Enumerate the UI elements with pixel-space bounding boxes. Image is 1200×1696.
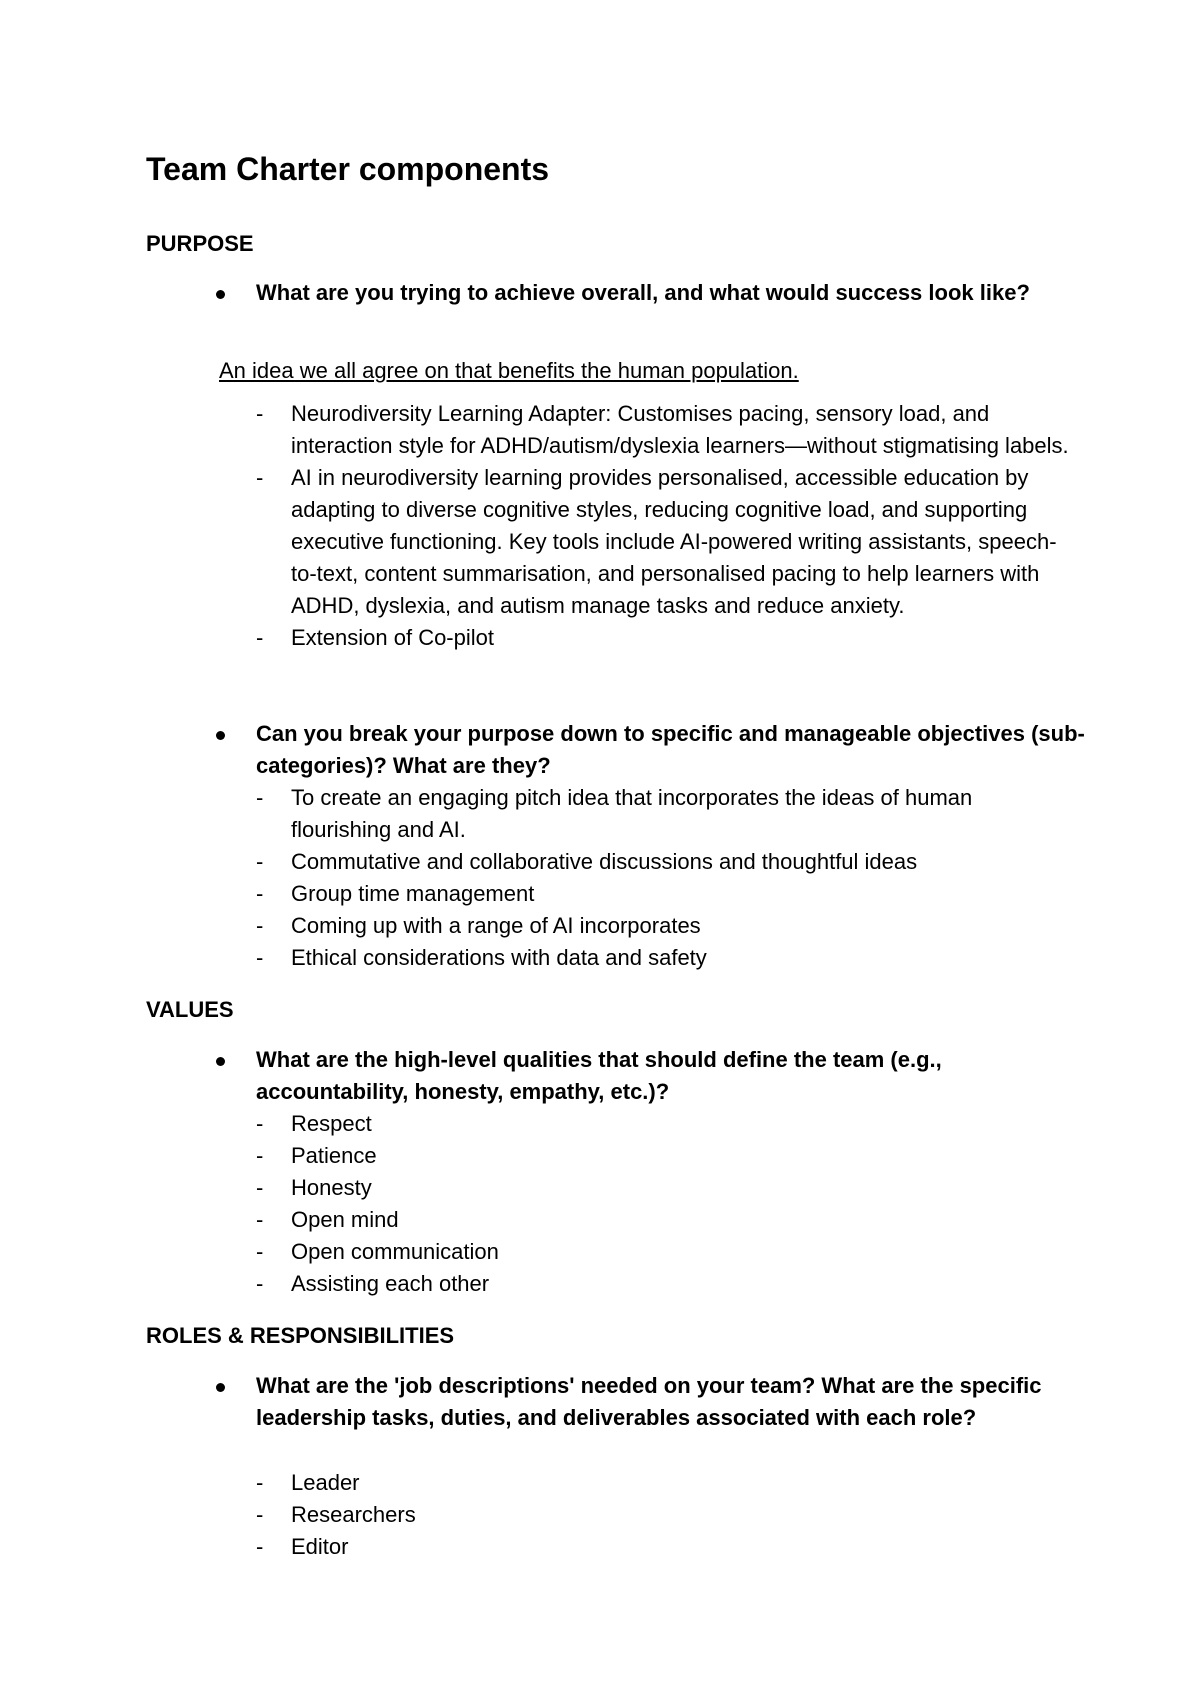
list-item <box>256 1467 1076 1499</box>
list-item-text: Honesty <box>291 1175 372 1200</box>
dash-icon: - <box>256 881 264 906</box>
dash-icon: - <box>256 1239 264 1264</box>
list-item <box>256 1236 1076 1268</box>
list-item-text: Assisting each other <box>291 1271 490 1296</box>
dash-icon: - <box>256 465 264 490</box>
dash-icon: - <box>256 401 264 426</box>
list-item-text: Group time management <box>291 881 535 906</box>
purpose-q1-list <box>256 398 1076 654</box>
list-item <box>256 1108 1076 1140</box>
list-item-text: Ethical considerations with data and safety <box>291 945 707 970</box>
question-text: What are the high-level qualities that should define the team (e.g., accountability, honesty, empathy, etc.)? <box>256 1047 942 1104</box>
question-text: What are the 'job descriptions' needed on your team? What are the specific leadership tasks, duties, and deliverables associated with each role? <box>256 1373 1042 1430</box>
list-item-text: Neurodiversity Learning Adapter: Customises pacing, sensory load, and interaction style for ADHD/autism/dyslexia learners—without stigmatising labels. <box>291 401 1069 458</box>
dash-icon: - <box>256 785 264 810</box>
dash-icon: - <box>256 1143 264 1168</box>
list-item <box>256 1499 1076 1531</box>
list-item <box>256 846 1076 878</box>
list-item <box>256 622 1076 654</box>
bullet-icon <box>216 290 225 299</box>
list-item <box>256 1204 1076 1236</box>
list-item <box>256 1140 1076 1172</box>
question-text: Can you break your purpose down to specific and manageable objectives (sub-categories)? What are they? <box>256 721 1085 778</box>
list-item <box>256 782 1076 846</box>
page-title: Team Charter components <box>146 151 550 187</box>
roles-question-1 <box>219 1370 1089 1434</box>
list-item-text: Patience <box>291 1143 377 1168</box>
list-item <box>256 1172 1076 1204</box>
dash-icon: - <box>256 1271 264 1296</box>
dash-icon: - <box>256 849 264 874</box>
bullet-icon <box>216 1383 225 1392</box>
purpose-question-2 <box>219 718 1089 782</box>
list-item-text: Open communication <box>291 1239 499 1264</box>
purpose-q2-list <box>256 782 1076 974</box>
list-item-text: Commutative and collaborative discussions and thoughtful ideas <box>291 849 918 874</box>
roles-list <box>256 1467 1076 1563</box>
list-item <box>256 398 1076 462</box>
list-item <box>256 878 1076 910</box>
list-item <box>256 1268 1076 1300</box>
list-item-text: Open mind <box>291 1207 399 1232</box>
list-item-text: Researchers <box>291 1502 416 1527</box>
dash-icon: - <box>256 1470 264 1495</box>
list-item-text: Respect <box>291 1111 372 1136</box>
list-item <box>256 942 1076 974</box>
values-question-1 <box>219 1044 1089 1108</box>
list-item-text: Coming up with a range of AI incorporates <box>291 913 701 938</box>
dash-icon: - <box>256 1502 264 1527</box>
bullet-icon <box>216 1057 225 1066</box>
list-item-text: Extension of Co-pilot <box>291 625 494 650</box>
question-text: What are you trying to achieve overall, and what would success look like? <box>256 280 1030 305</box>
dash-icon: - <box>256 1111 264 1136</box>
dash-icon: - <box>256 913 264 938</box>
bullet-icon <box>216 731 225 740</box>
dash-icon: - <box>256 625 264 650</box>
purpose-question-1 <box>219 277 1089 309</box>
list-item-text: AI in neurodiversity learning provides personalised, accessible education by adapting to diverse cognitive styles, reducing cognitive load, and supporting executive functioning. Key tools include AI-powered writing assistants, speech-to-text, content summarisation, and personalised pacing to help learners with ADHD, dyslexia, and autism manage tasks and reduce anxiety. <box>291 465 1057 618</box>
dash-icon: - <box>256 1534 264 1559</box>
dash-icon: - <box>256 945 264 970</box>
purpose-answer: An idea we all agree on that benefits the human population. <box>219 358 799 383</box>
list-item-text: Editor <box>291 1534 349 1559</box>
list-item <box>256 910 1076 942</box>
list-item <box>256 1531 1076 1563</box>
values-list <box>256 1108 1076 1300</box>
list-item-text: To create an engaging pitch idea that incorporates the ideas of human flourishing and AI. <box>291 785 973 842</box>
section-heading-roles: ROLES & RESPONSIBILITIES <box>146 1323 455 1348</box>
list-item-text: Leader <box>291 1470 360 1495</box>
list-item <box>256 462 1076 622</box>
dash-icon: - <box>256 1175 264 1200</box>
section-heading-purpose: PURPOSE <box>146 231 254 256</box>
section-heading-values: VALUES <box>146 997 234 1022</box>
dash-icon: - <box>256 1207 264 1232</box>
